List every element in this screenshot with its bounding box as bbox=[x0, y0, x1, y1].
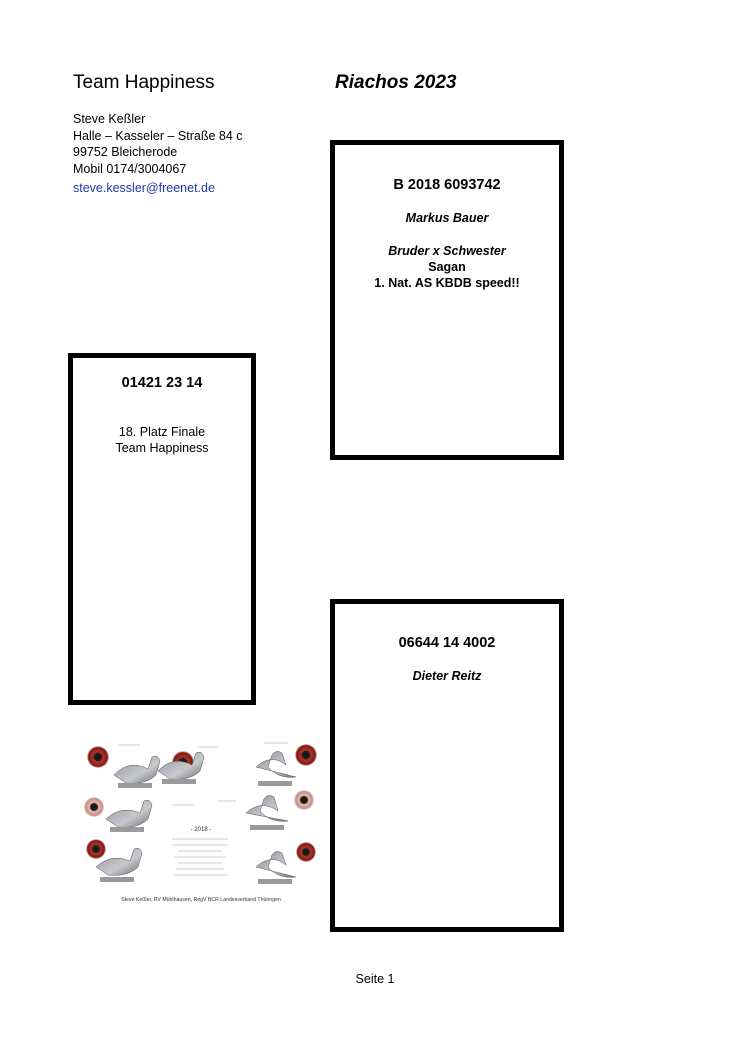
collage-caption: Steve Keßler, RV Mühlhausen, RegV BCR Landesverband Thüringen bbox=[121, 897, 281, 903]
card2-ring-number: 01421 23 14 bbox=[121, 375, 203, 391]
card3-ring-number: 06644 14 4002 bbox=[398, 635, 496, 651]
collage-svg bbox=[78, 727, 324, 907]
card2-line2: Team Happiness bbox=[115, 441, 209, 455]
eye-icon bbox=[295, 744, 317, 766]
card1-breeder: Markus Bauer bbox=[405, 211, 489, 225]
address-phone: Mobil 0174/3004067 bbox=[73, 161, 187, 176]
card1-pedigree: Bruder x Schwester bbox=[388, 244, 506, 258]
address-city: 99752 Bleicherode bbox=[73, 145, 178, 159]
pigeon-collage-image bbox=[78, 727, 324, 907]
document-title: Riachos 2023 bbox=[335, 72, 457, 93]
card2-line1: 18. Platz Finale bbox=[118, 425, 206, 439]
pigeon-card-1 bbox=[330, 140, 564, 460]
address-email-link[interactable]: steve.kessler@freenet.de bbox=[73, 181, 215, 195]
card1-ring-number: B 2018 6093742 bbox=[393, 177, 501, 193]
eye-icon bbox=[296, 842, 316, 862]
card3-breeder: Dieter Reitz bbox=[412, 669, 482, 683]
collage-heading: - 2018 - bbox=[190, 827, 212, 833]
address-name: Steve Keßler bbox=[73, 112, 146, 126]
address-street: Halle – Kasseler – Straße 84 c bbox=[73, 128, 243, 143]
eye-icon bbox=[87, 746, 109, 768]
eye-icon bbox=[84, 797, 104, 817]
eye-icon bbox=[86, 839, 106, 859]
team-name: Team Happiness bbox=[73, 72, 215, 93]
card1-result: 1. Nat. AS KBDB speed!! bbox=[374, 276, 520, 290]
card1-pigeon-name: Sagan bbox=[428, 260, 466, 274]
address-block bbox=[73, 111, 243, 197]
pigeon-card-2 bbox=[68, 353, 256, 705]
pigeon-card-3 bbox=[330, 599, 564, 932]
page-number: Seite 1 bbox=[355, 972, 395, 986]
eye-icon bbox=[294, 790, 314, 810]
